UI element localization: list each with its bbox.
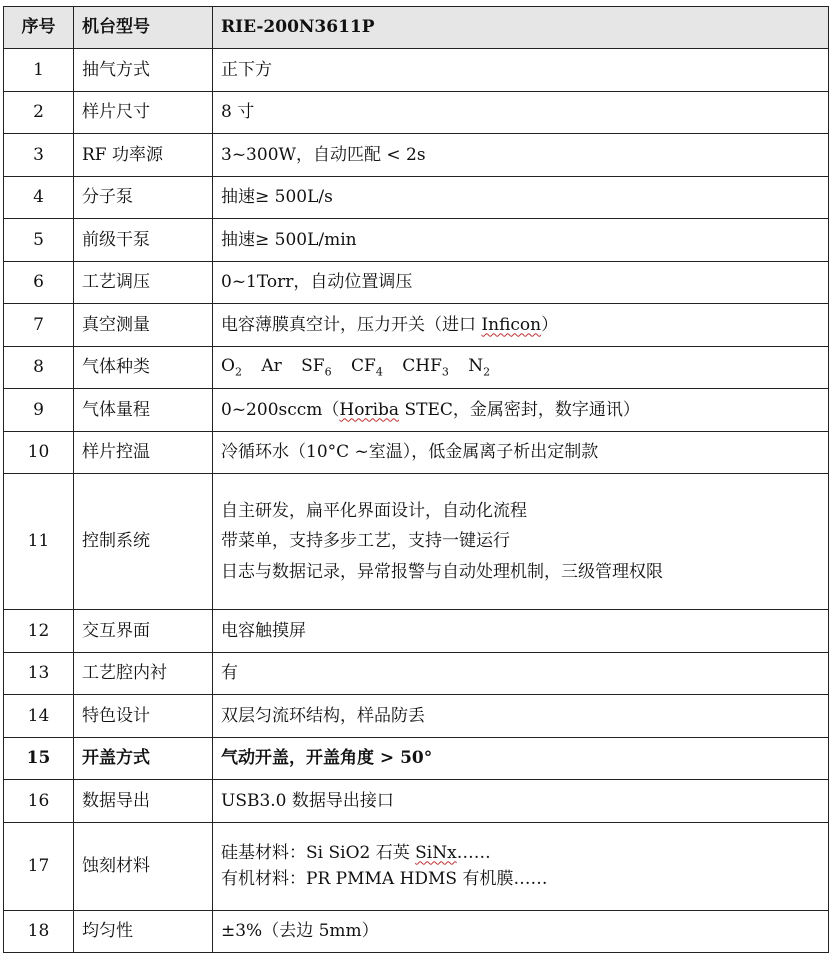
- row-param: 数据导出: [74, 780, 213, 823]
- row-param: 分子泵: [74, 176, 213, 219]
- row-value: ±3%（去边 5mm）: [213, 910, 829, 953]
- header-no: 序号: [4, 7, 74, 49]
- row-param: 样片控温: [74, 431, 213, 474]
- table-row: [4, 176, 829, 219]
- row-number: 8: [4, 346, 74, 389]
- gas-ar: Ar: [261, 355, 282, 376]
- value-text: 电容薄膜真空计，压力开关（进口: [221, 314, 482, 335]
- row-number: 14: [4, 695, 74, 738]
- table-row: [4, 431, 829, 474]
- table-row: [4, 737, 829, 780]
- row-number: 18: [4, 910, 74, 953]
- row-value: 有: [213, 652, 829, 695]
- table-header-row: [4, 7, 829, 49]
- row-number: 11: [4, 474, 74, 610]
- row-number: 7: [4, 304, 74, 347]
- table-row: [4, 261, 829, 304]
- row-number: 12: [4, 610, 74, 653]
- table-row: [4, 219, 829, 262]
- spec-table: [3, 6, 829, 953]
- value-line: 日志与数据记录，异常报警与自动处理机制，三级管理权限: [221, 561, 663, 582]
- table-row: [4, 910, 829, 953]
- table-row: [4, 134, 829, 177]
- row-param: 工艺调压: [74, 261, 213, 304]
- row-number: 9: [4, 389, 74, 432]
- gas-chf3: $CHF_3$: [402, 355, 449, 379]
- table-row: [4, 474, 829, 610]
- header-model-value: RIE-200N3611P: [213, 7, 829, 49]
- row-number: 16: [4, 780, 74, 823]
- row-value: 抽速≥ 500L/s: [213, 176, 829, 219]
- gas-cf4: $CF_4$: [351, 355, 383, 379]
- table-row: [4, 49, 829, 92]
- row-param: 气体种类: [74, 346, 213, 389]
- row-value: [213, 304, 829, 347]
- row-number: 17: [4, 822, 74, 910]
- row-param: 气体量程: [74, 389, 213, 432]
- row-value: 正下方: [213, 49, 829, 92]
- row-param: 特色设计: [74, 695, 213, 738]
- row-param: 均匀性: [74, 910, 213, 953]
- row-param: RF 功率源: [74, 134, 213, 177]
- row-param: 工艺腔内衬: [74, 652, 213, 695]
- value-text: 0~200sccm（: [221, 399, 340, 420]
- table-row: [4, 346, 829, 389]
- row-value: [213, 389, 829, 432]
- row-number: 15: [4, 737, 74, 780]
- header-model-label: 机台型号: [74, 7, 213, 49]
- value-line: 硅基材料：Si SiO2 石英 SiNx……: [221, 842, 491, 863]
- row-number: 5: [4, 219, 74, 262]
- row-param: 前级干泵: [74, 219, 213, 262]
- row-value: 电容触摸屏: [213, 610, 829, 653]
- row-param: 真空测量: [74, 304, 213, 347]
- gas-n2: $N_2$: [468, 355, 491, 379]
- spellcheck-marked-word: Inficon: [481, 314, 542, 335]
- row-number: 3: [4, 134, 74, 177]
- row-value: 3~300W，自动匹配 < 2s: [213, 134, 829, 177]
- row-number: 13: [4, 652, 74, 695]
- gas-sf6: $SF_6$: [301, 355, 332, 379]
- row-param: 开盖方式: [74, 737, 213, 780]
- row-number: 1: [4, 49, 74, 92]
- row-param: 蚀刻材料: [74, 822, 213, 910]
- table-row: [4, 304, 829, 347]
- table-row: [4, 780, 829, 823]
- row-value: 0~1Torr，自动位置调压: [213, 261, 829, 304]
- table-row: [4, 610, 829, 653]
- row-number: 6: [4, 261, 74, 304]
- value-line: 有机材料：PR PMMA HDMS 有机膜……: [221, 869, 548, 889]
- gas-list: [213, 346, 829, 389]
- row-value: 气动开盖，开盖角度 > 50°: [213, 737, 829, 780]
- row-value: USB3.0 数据导出接口: [213, 780, 829, 823]
- table-row: [4, 652, 829, 695]
- row-param: 交互界面: [74, 610, 213, 653]
- value-text: ）: [541, 314, 559, 335]
- row-value: 8 寸: [213, 91, 829, 134]
- row-param: 抽气方式: [74, 49, 213, 92]
- row-value-multiline: [213, 822, 829, 910]
- value-text: STEC，金属密封，数字通讯）: [399, 399, 640, 420]
- row-number: 2: [4, 91, 74, 134]
- table-row: [4, 695, 829, 738]
- row-number: 10: [4, 431, 74, 474]
- row-param: 控制系统: [74, 474, 213, 610]
- spellcheck-marked-word: Horiba: [339, 399, 400, 420]
- value-line: 自主研发，扁平化界面设计，自动化流程: [221, 500, 527, 521]
- row-number: 4: [4, 176, 74, 219]
- row-value: 双层匀流环结构，样品防丢: [213, 695, 829, 738]
- spellcheck-marked-word: SiNx: [415, 842, 457, 863]
- row-value-multiline: [213, 474, 829, 610]
- row-param: 样片尺寸: [74, 91, 213, 134]
- value-line: 带菜单，支持多步工艺，支持一键运行: [221, 531, 510, 552]
- gas-o2: $O_2$: [221, 355, 242, 379]
- table-row: [4, 389, 829, 432]
- row-value: 抽速≥ 500L/min: [213, 219, 829, 262]
- table-row: [4, 822, 829, 910]
- row-value: 冷循环水（10°C ~室温），低金属离子析出定制款: [213, 431, 829, 474]
- table-row: [4, 91, 829, 134]
